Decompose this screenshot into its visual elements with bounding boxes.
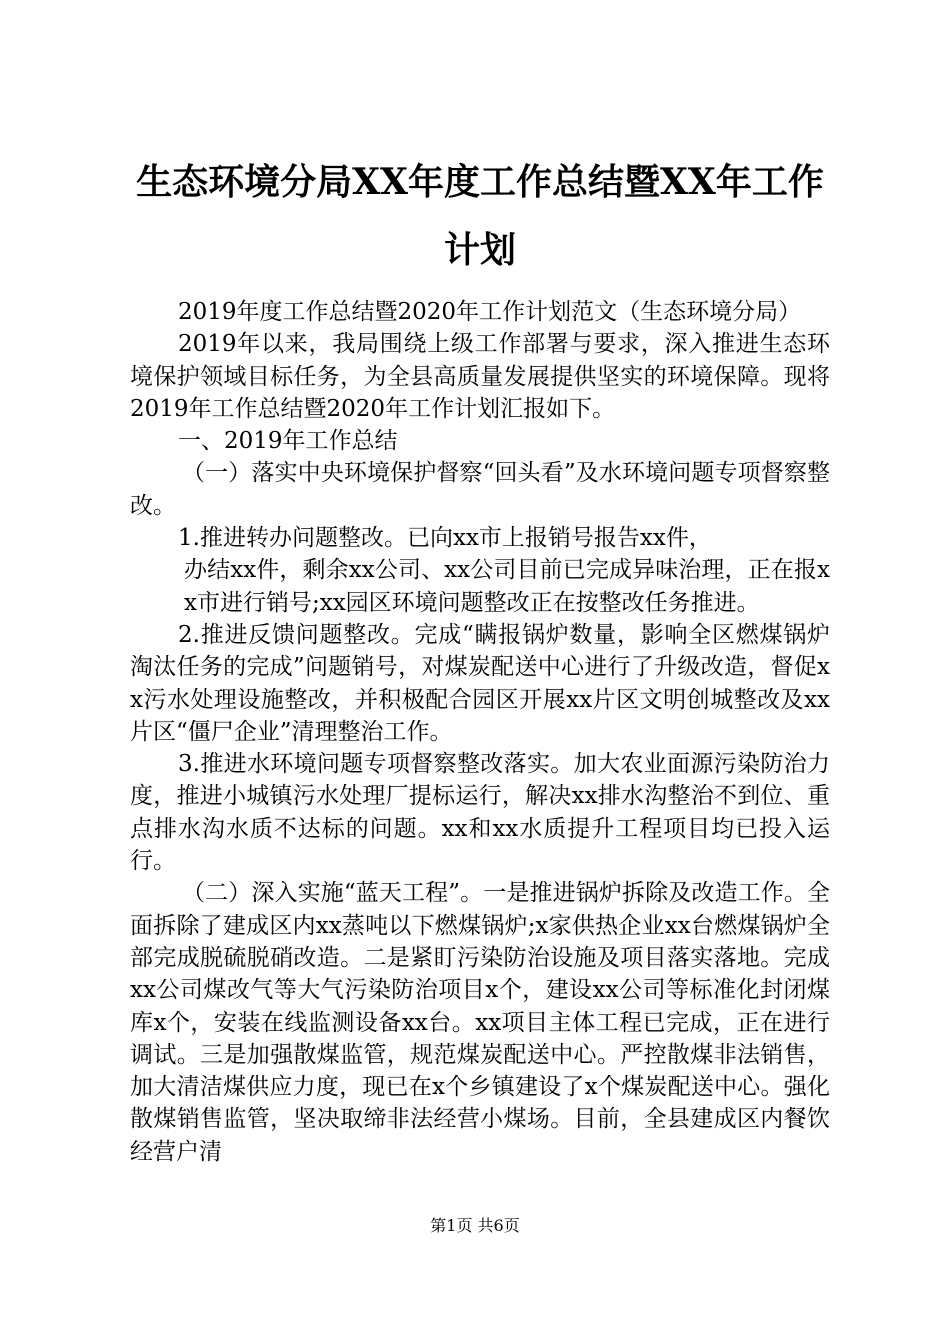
item-paragraph-2: 2.推进反馈问题整改。完成“瞒报锅炉数量，影响全区燃煤锅炉淘汰任务的完成”问题销号，对煤炭配送中心进行了升级改造，督促xx污水处理设施整改，并积极配合园区开展xx片区文明创城整改及xx片区“僵尸企业”清理整治工作。 <box>130 621 830 745</box>
intro-paragraph: 2019年以来，我局围绕上级工作部署与要求，深入推进生态环境保护领域目标任务，为全县高质量发展提供坚实的环境保障。现将2019年工作总结暨2020年工作计划汇报如下。 <box>130 331 830 422</box>
section-heading: 一、2019年工作总结 <box>178 428 398 455</box>
subsection-paragraph-2: （二）深入实施“蓝天工程”。一是推进锅炉拆除及改造工作。全面拆除了建成区内xx蒸吨以下燃煤锅炉;x家供热企业xx台燃煤锅炉全部完成脱硫脱硝改造。二是紧盯污染防治设施及项目落实落地。完成xx公司煤改气等大气污染防治项目x个，建设xx公司等标准化封闭煤库x个，安装在线监测设备xx台。xx项目主体工程已完成，正在进行调试。三是加强散煤监管，规范煤炭配送中心。严控散煤非法销售，加大清洁煤供应力度，现已在x个乡镇建设了x个煤炭配送中心。强化散煤销售监管，坚决取缔非法经营小煤场。目前，全县建成区内餐饮经营户清 <box>130 880 830 1165</box>
item-paragraph-1-continued: 办结xx件，剩余xx公司、xx公司目前已完成异味治理，正在报xx市进行销号;xx园区环境问题整改正在按整改任务推进。 <box>184 557 830 616</box>
subtitle-paragraph: 2019年度工作总结暨2020年工作计划范文（生态环境分局） <box>178 299 802 325</box>
page-footer: 第1页 共6页 <box>430 1216 520 1235</box>
document-title: 生态环境分局XX年度工作总结暨XX年工作计划 <box>136 161 824 271</box>
item-paragraph-3: 3.推进水环境问题专项督察整改落实。加大农业面源污染防治力度，推进小城镇污水处理厂提标运行，解决xx排水沟整治不到位、重点排水沟水质不达标的问题。xx和xx水质提升工程项目均已投入运行。 <box>130 751 830 875</box>
item-paragraph-1: 1.推进转办问题整改。已向xx市上报销号报告xx件， <box>178 525 712 552</box>
document-body <box>130 296 830 1168</box>
subsection-heading-1: （一）落实中央环境保护督察“回头看”及水环境问题专项督察整改。 <box>130 460 830 519</box>
